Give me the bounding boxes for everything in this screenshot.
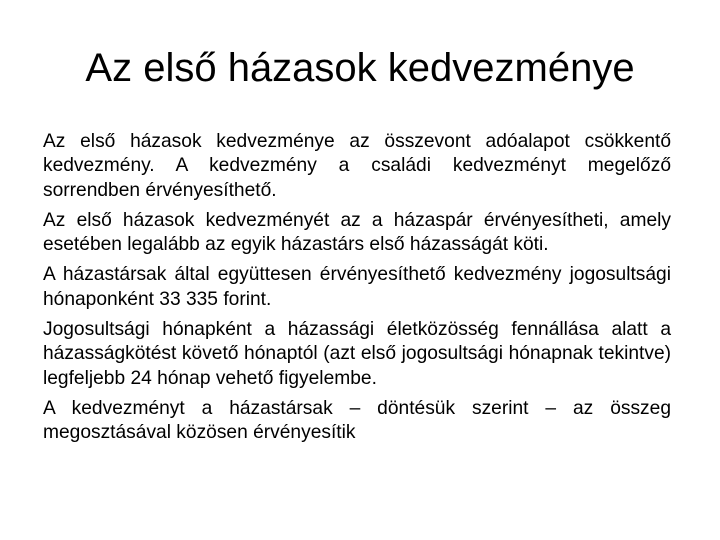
slide-title: Az első házasok kedvezménye	[85, 46, 635, 90]
paragraph-discount-definition: Az első házasok kedvezménye az összevont adóalapot csökkentő kedvezmény. A kedvezmény a családi kedvezményt megelőző sorrendben érvényesíthető.	[43, 131, 671, 201]
paragraph-eligibility-months: Jogosultsági hónapként a házassági életközösség fennállása alatt a házasságkötést követő hónaptól (azt első jogosultsági hónapnak tekintve) legfeljebb 24 hónap vehető figyelembe.	[43, 319, 671, 389]
paragraph-joint-claim: A kedvezményt a házastársak – döntésük szerint – az összeg megosztásával közösen érvényesítik	[43, 397, 671, 444]
slide-body	[43, 130, 671, 452]
paragraph-monthly-amount: A házastársak által együttesen érvényesíthető kedvezmény jogosultsági hónaponként 33 335 forint.	[43, 264, 671, 310]
paragraph-eligibility: Az első házasok kedvezményét az a házaspár érvényesítheti, amely esetében legalább az egyik házastárs első házasságát köti.	[43, 209, 671, 256]
